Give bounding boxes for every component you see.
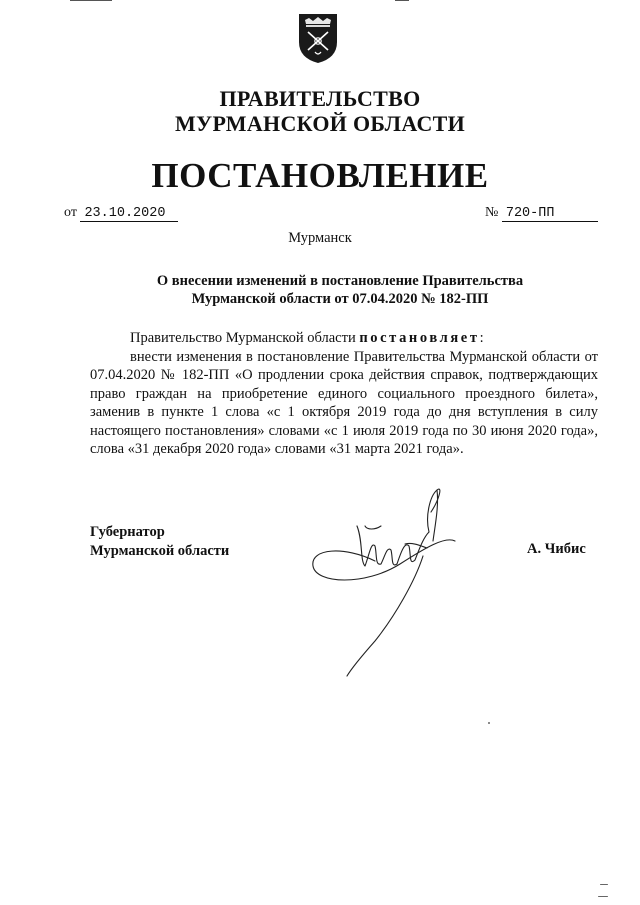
date-label: от (64, 205, 77, 220)
handwritten-signature-icon (305, 486, 475, 681)
signatory-position (90, 523, 229, 560)
intro-prefix: Правительство Мурманской области (130, 330, 356, 346)
date-value: 23.10.2020 (80, 206, 178, 222)
number-label: № (485, 205, 499, 220)
document-subject (80, 272, 600, 308)
subject-line-2: Мурманской области от 07.04.2020 № 182-ПП (191, 291, 489, 307)
authority-line-2: МУРМАНСКОЙ ОБЛАСТИ (174, 111, 466, 136)
scan-speck (600, 884, 608, 885)
document-body (90, 329, 598, 459)
intro-paragraph (90, 329, 598, 348)
intro-keyword: постановляет (359, 330, 480, 346)
main-paragraph: внести изменения в постановление Правительства Мурманской области от 07.04.2020 № 182-ПП «О продлении срока действия справок, подтверждающих право граждан на приобретение единого социального проездного билета», заменив в пункте 1 слова «с 1 октября 2019 года до дня вступления в силу настоящего постановления» словами «с 1 июля 2019 года по 30 июня 2020 года», слова «31 декабря 2020 года» словами «31 марта 2021 года». (90, 348, 598, 457)
scan-speck (598, 896, 608, 897)
number-field (485, 205, 598, 222)
number-value: 720-ПП (502, 206, 598, 222)
position-line-1: Губернатор (90, 524, 165, 540)
city-of-issue: Мурманск (288, 230, 352, 246)
scan-edge-mark (395, 0, 409, 1)
signatory-name: А. Чибис (527, 541, 586, 557)
coat-of-arms-icon (297, 12, 339, 64)
position-line-2: Мурманской области (90, 542, 230, 559)
subject-line-1: О внесении изменений в постановление Правительства (156, 273, 524, 289)
document-type-title: ПОСТАНОВЛЕНИЕ (151, 156, 489, 195)
date-field (64, 205, 178, 222)
authority-line-1: ПРАВИТЕЛЬСТВО (219, 86, 421, 111)
scan-speck (488, 722, 490, 724)
scan-edge-mark (70, 0, 112, 1)
intro-suffix: : (479, 330, 484, 346)
issuing-authority (0, 86, 640, 136)
